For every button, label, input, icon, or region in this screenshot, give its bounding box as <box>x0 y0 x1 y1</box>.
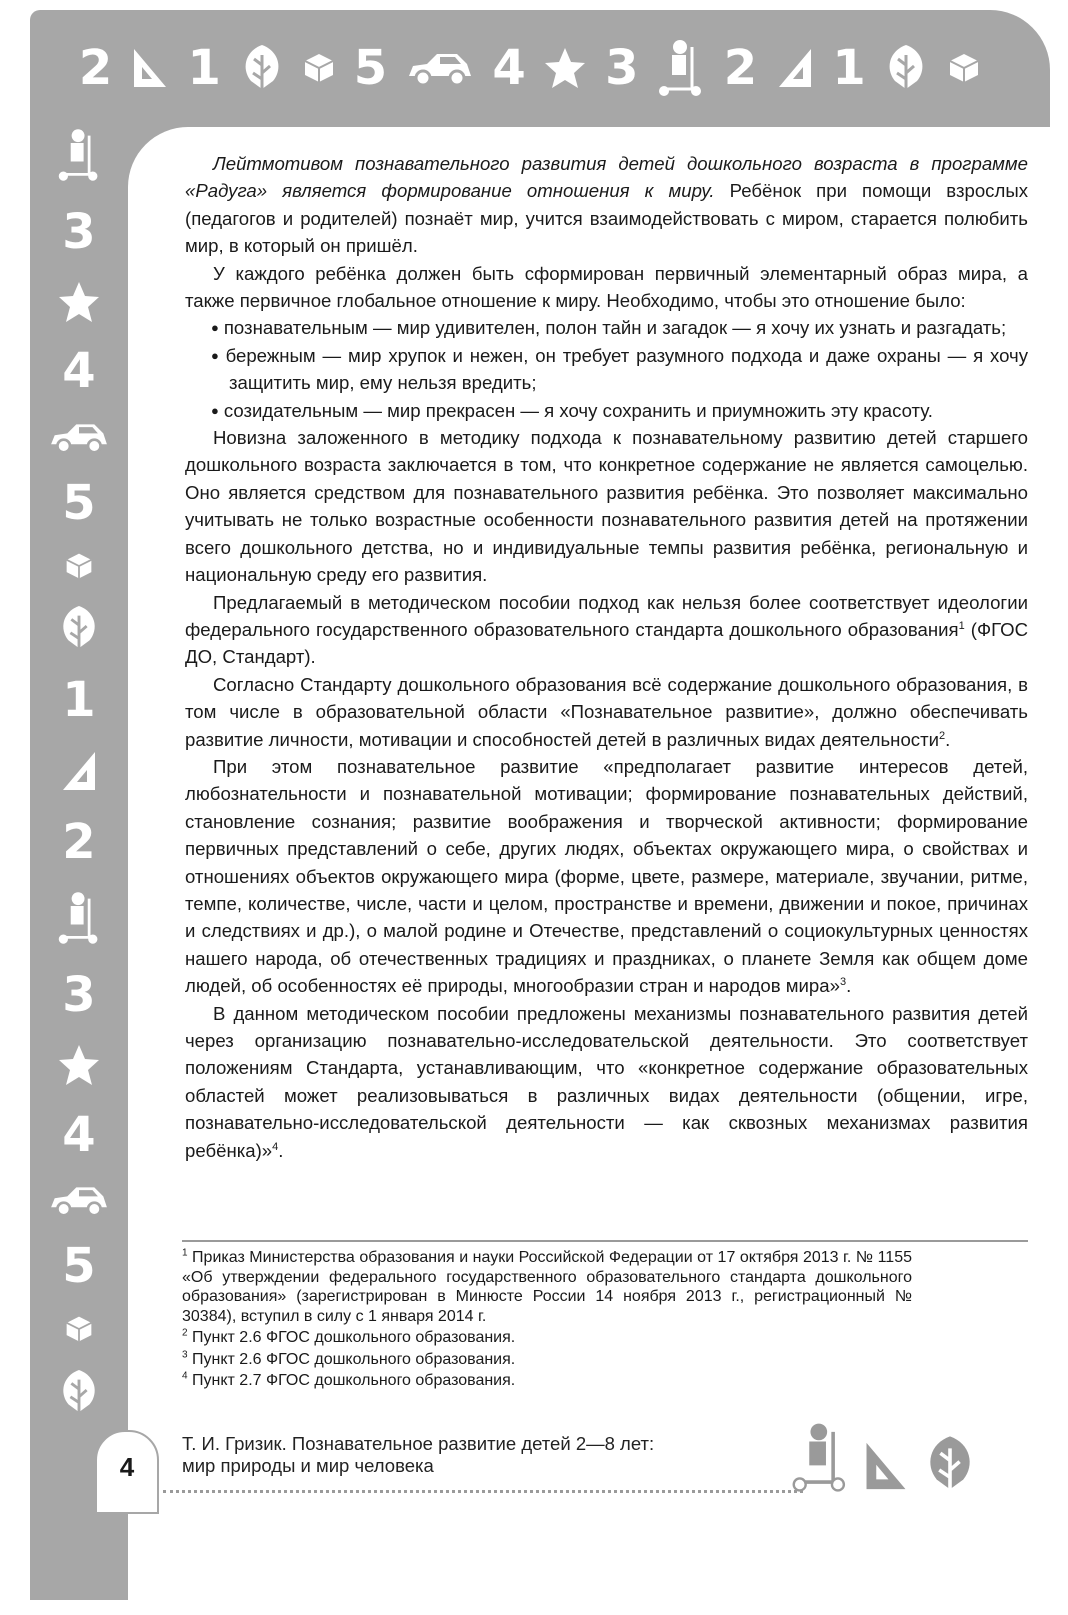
digit-four-icon: 4 <box>62 343 96 400</box>
digit-three-icon: 3 <box>605 40 639 96</box>
page-number: 4 <box>119 1452 135 1482</box>
footnote-text: Приказ Министерства образования и науки Российской Федерации от 17 октября 2013 г. № 1155 «Об утверждении федерального государственного образовательного стандарта дошкольного образования» (зарегистрирован в Минюсте России 14 ноября 2013 г., регистрационный № 30384), вступил в силу с 1 января 2014 г. <box>182 1249 912 1325</box>
digit-four-icon: 4 <box>492 40 526 96</box>
paragraph-1-rest: Ребёнок при помощи взрослых (педагогов и родителей) познаёт мир, учится взаимодействовать с миром, старается полюбить мир, в который он пришёл. <box>185 180 1028 257</box>
paragraph-7-tail: . <box>278 1139 284 1161</box>
triangle-ruler-icon <box>858 1438 914 1494</box>
digit-two-icon: 2 <box>723 40 758 96</box>
digit-one-icon: 1 <box>62 672 96 729</box>
digit-two-icon: 2 <box>78 40 113 96</box>
footnote-2 <box>182 1328 912 1348</box>
paragraph-6-tail: . <box>846 975 852 997</box>
star-icon <box>57 280 101 324</box>
paragraph-7-text: В данном методическом пособии предложены механизмы познавательного развития детей через организацию познавательно-исследовательской деятельности. Это соответствует положениям Стандарта, устанавливающим, что «конкретное содержание образовательных областей может реализовываться в различных видах деятельности (общении, игре, познавательно-исследовательской деятельности — как сквозных механизмах развития ребёнка)» <box>185 1002 1028 1161</box>
list-item: ● бережным — мир хрупок и нежен, он требует разумного подхода и даже охраны — я хочу защитить мир, ему нельзя вредить; <box>185 342 1028 397</box>
triangle-ruler-icon <box>775 45 815 91</box>
digit-one-icon: 1 <box>832 40 866 96</box>
leaf-icon <box>239 43 285 93</box>
leaf-icon <box>57 1368 101 1416</box>
scooter-kid-icon <box>656 37 706 99</box>
paragraph-1 <box>185 150 1028 260</box>
paragraph-5 <box>185 671 1028 753</box>
footnote-1 <box>182 1248 912 1326</box>
footnote-text: Пункт 2.6 ФГОС дошкольного образования. <box>187 1350 516 1368</box>
digit-three-icon: 3 <box>62 203 96 260</box>
scooter-kid-icon <box>56 126 102 184</box>
paragraph-5-tail: . <box>945 728 951 750</box>
star-icon <box>57 1043 101 1087</box>
top-decoration-band <box>30 10 1050 126</box>
car-icon <box>47 419 111 455</box>
running-footer-line-2: мир природы и мир человека <box>182 1455 434 1476</box>
footnote-ref-2[interactable]: 2 <box>939 729 946 742</box>
paragraph-4-text: Предлагаемый в методическом пособии подход как нельзя более соответствует идеологии федерального государственного образовательного стандарта дошкольного образования <box>185 591 1028 640</box>
cube-icon <box>947 51 981 85</box>
triangle-ruler-icon <box>59 748 99 794</box>
running-footer <box>182 1433 782 1477</box>
paragraph-4-tail: (ФГОС ДО, Стандарт). <box>185 618 1028 668</box>
digit-three-icon: 3 <box>62 967 96 1024</box>
cube-icon <box>302 51 336 85</box>
footnote-ref-1[interactable]: 1 <box>958 619 965 632</box>
footnote-mark: 1 <box>182 1247 188 1259</box>
footnote-text: Пункт 2.7 ФГОС дошкольного образования. <box>187 1372 516 1389</box>
digit-five-icon: 5 <box>62 1238 96 1295</box>
body-text <box>185 150 1028 1164</box>
footnote-4 <box>182 1371 912 1391</box>
leaf-icon <box>922 1434 978 1494</box>
leaf-icon <box>883 43 929 93</box>
paragraph-7 <box>185 1000 1028 1164</box>
footnote-mark: 4 <box>182 1370 188 1382</box>
triangle-ruler-icon <box>130 45 170 91</box>
paragraph-5-text: Согласно Стандарту дошкольного образования всё содержание дошкольного образования, в том числе в образовательной области «Познавательное развитие», должно обеспечивать развитие личности, мотивации и способностей детей в различных видах деятельности <box>185 673 1028 750</box>
footnote-ref-4[interactable]: 4 <box>272 1140 279 1153</box>
list-item: ● познавательным — мир удивителен, полон тайн и загадок — я хочу их узнать и разгадать; <box>185 314 1028 341</box>
bullet-list <box>185 314 1028 424</box>
digit-two-icon: 2 <box>62 813 96 870</box>
scooter-kid-icon <box>790 1420 850 1494</box>
paragraph-4 <box>185 589 1028 671</box>
footnote-mark: 3 <box>182 1349 188 1361</box>
footnote-mark: 2 <box>182 1327 188 1339</box>
side-decoration-band <box>30 126 128 1426</box>
digit-four-icon: 4 <box>62 1106 96 1163</box>
running-footer-line-1: Т. И. Гризик. Познавательное развитие детей 2—8 лет: <box>182 1433 655 1454</box>
footnote-divider <box>182 1240 1028 1242</box>
scooter-kid-icon <box>56 889 102 947</box>
paragraph-3: Новизна заложенного в методику подхода к познавательному развитию детей старшего дошкольного возраста заключается в том, что конкретное содержание не является самоцелью. Оно является средством для познавательного развития ребёнка. Это позволяет максимально учитывать не только возрастные особенности познавательного развития детей на протяжении всего дошкольного детства, но и индивидуальные темпы развития ребёнка, региональную и национальную среду его развития. <box>185 427 1028 586</box>
footer-icons <box>790 1420 978 1494</box>
cube-icon <box>64 551 94 581</box>
footnote-ref-3[interactable]: 3 <box>839 976 847 988</box>
digit-five-icon: 5 <box>353 40 388 96</box>
digit-five-icon: 5 <box>62 474 96 531</box>
car-icon <box>405 48 475 88</box>
paragraph-6-text: При этом познавательное развитие «предполагает развитие интересов детей, любознательности и познавательной мотивации; формирование познавательных действий, становление сознания; развитие воображения и творческой активности; формирование первичных представлений о себе, других людях, объектах окружающего мира, о свойствах и отношениях объектов окружающего мира (форме, цвете, размере, материале, звучании, ритме, темпе, количестве, числе, части и целом, пространстве и времени, движении и покое, причинах и следствиях и др.), о малой родине и Отечестве, представлений о социокультурных ценностях нашего народа, об отечественных традициях и праздниках, о планете Земля как общем доме людей, об особенностях её природы, многообразии стран и народов мира» <box>185 755 1028 997</box>
footnote-3 <box>182 1350 912 1370</box>
footnote-text: Пункт 2.6 ФГОС дошкольного образования. <box>187 1329 516 1346</box>
paragraph-1-italic: Лейтмотивом познавательного развития детей дошкольного возраста в программе «Радуга» является формирование отношения к миру. <box>185 153 1028 202</box>
dotted-rule <box>163 1490 803 1493</box>
cube-icon <box>64 1314 94 1344</box>
list-item: ● созидательным — мир прекрасен — я хочу сохранить и приумножить эту красоту. <box>185 397 1028 424</box>
star-icon <box>543 46 587 90</box>
car-icon <box>47 1182 111 1218</box>
digit-one-icon: 1 <box>187 40 221 96</box>
paragraph-2: У каждого ребёнка должен быть сформирован первичный элементарный образ мира, а также первичное глобальное отношение к миру. Необходимо, чтобы это отношение было: <box>185 262 1028 312</box>
leaf-icon <box>57 604 101 652</box>
footnotes <box>182 1248 912 1393</box>
paragraph-6 <box>185 753 1028 1000</box>
